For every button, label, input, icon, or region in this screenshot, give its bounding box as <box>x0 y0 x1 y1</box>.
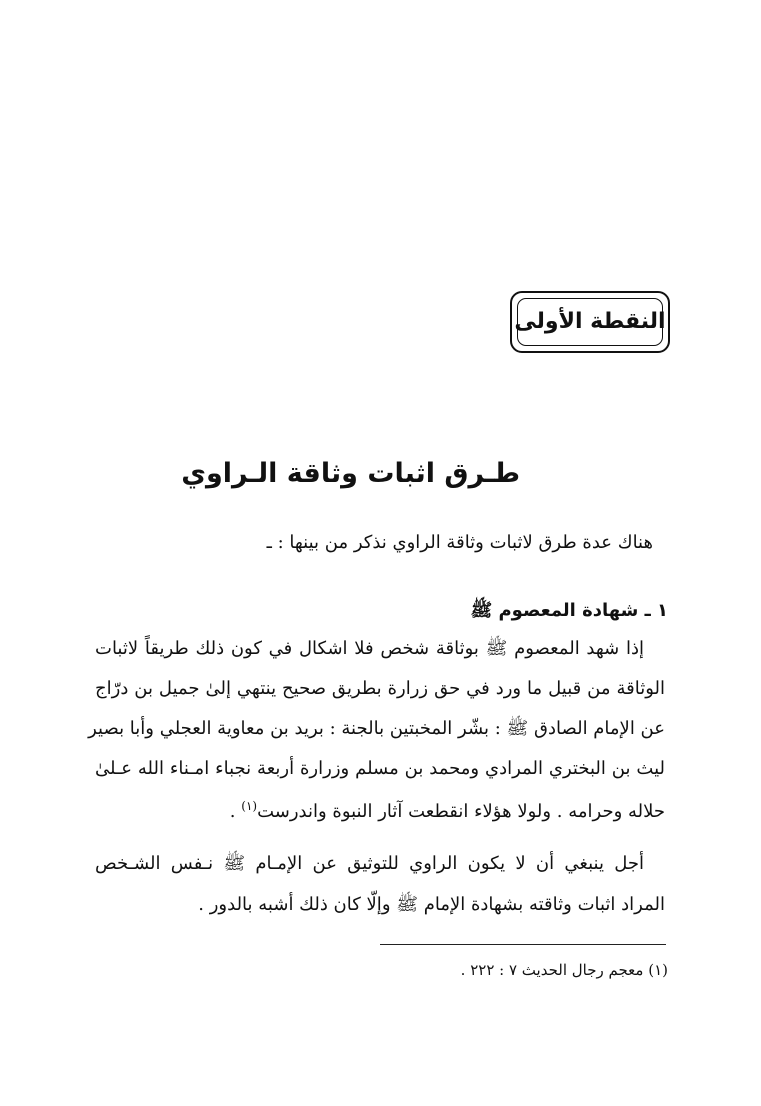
intro-text: هناك عدة طرق لاثبات وثاقة الراوي نذكر من بينها : ـ <box>266 532 653 553</box>
paragraph-line: أجل ينبغي أن لا يكون الراوي للتوثيق عن الإمـام ﷺ نـفس الشـخص <box>95 853 644 874</box>
paragraph-line: الوثاقة من قبيل ما ورد في حق زرارة بطريق صحيح ينتهي إلىٰ جميل بن درّاج <box>95 678 665 699</box>
paragraph-line-last: المراد اثبات وثاقته بشهادة الإمام ﷺ وإلّا كان ذلك أشبه بالدور . <box>198 894 665 915</box>
paragraph-line-last <box>230 800 665 821</box>
footnote-reference: (١) <box>241 799 258 813</box>
footnote: (١) معجم رجال الحديث ٧ : ٢٢٢ . <box>460 961 668 979</box>
footnote-divider <box>380 944 666 945</box>
section-label: النقطة الأولى <box>514 309 666 334</box>
paragraph-line: إذا شهد المعصوم ﷺ بوثاقة شخص فلا اشكال في كون ذلك طريقاً لاثبات <box>95 638 644 659</box>
paragraph-line-text: حلاله وحرامه . ولولا هؤلاء انقطعت آثار النبوة واندرست <box>257 801 665 822</box>
chapter-title: طـرق اثبات وثاقة الـراوي <box>181 458 520 489</box>
section-label-box <box>510 291 670 353</box>
paragraph-line: ليث بن البختري المرادي ومحمد بن مسلم وزرارة أربعة نجباء امـناء الله عـلىٰ <box>95 758 665 779</box>
paragraph-line: عن الإمام الصادق ﷺ : بشّر المخبتين بالجنة : بريد بن معاوية العجلي وأبا بصير <box>88 718 665 739</box>
subheading-testimony: ١ ـ شهادة المعصوم ﷺ <box>470 600 668 621</box>
paragraph-line-end: . <box>229 801 242 822</box>
section-label-inner-frame <box>514 298 666 346</box>
